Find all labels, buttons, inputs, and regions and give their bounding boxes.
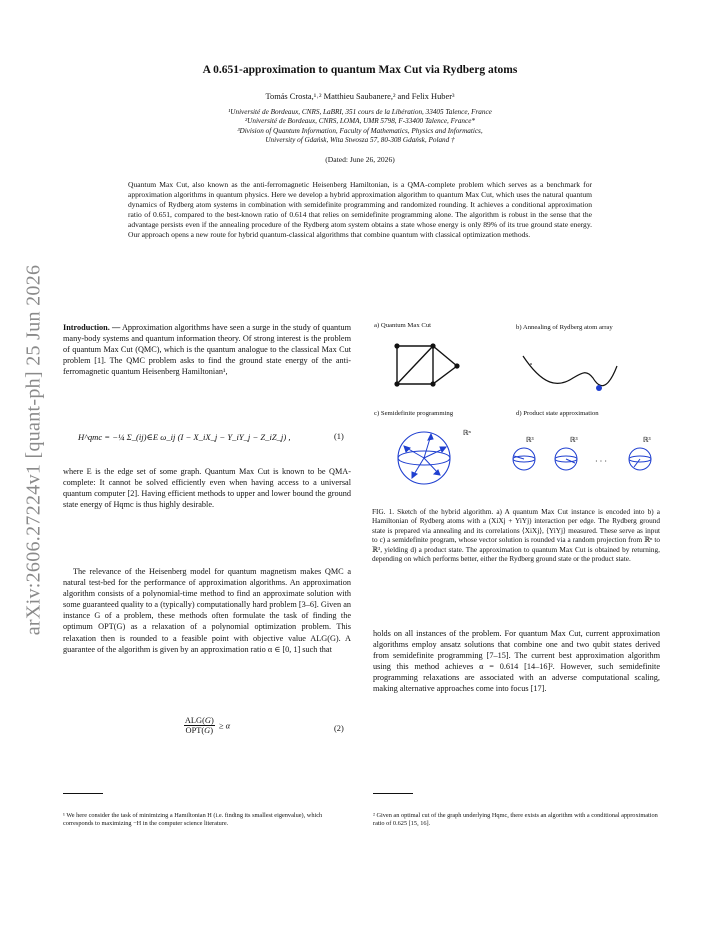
paragraph-heisenberg: The relevance of the Heisenberg model for quantum magnetism makes QMC a natural test-bed for the performance of approximation algorithms. An approximation algorithm consists of a polynomial-time method to find an approximate solution with some guaranteed quality to a (typically) computationally hard problem [3–6]. Given an instance G of a problem, these methods often formulate the task of finding the optimum OPT(G) as a relaxation of a polynomial optimization problem. This relaxation then is rounded to a feasible point with objective value ALG(G). A guarantee of the algorithm is given by an approximation ratio α ∈ [0, 1] such that — [63, 567, 351, 654]
sdp-sphere — [398, 432, 450, 484]
graph-edge — [433, 366, 457, 384]
arrowhead — [404, 446, 410, 452]
paper-title: A 0.651-approximation to quantum Max Cut via Rydberg atoms — [202, 64, 518, 76]
equation-1: H^qmc = −¼ Σ_(ij)∈E ω_ij (I − X_iX_j − Y_iY_j − Z_iZ_j) , — [78, 432, 291, 442]
graph-edge — [433, 346, 457, 366]
figure-caption: FIG. 1. Sketch of the hybrid algorithm. a) A quantum Max Cut instance is encoded into b) a Hamiltonian of Rydberg atoms with a (XiXj + YiYj) interaction per edge. The Rydberg ground state is prepared via annealing and its correlations ⟨XiXj⟩, ⟨YiYj⟩ measured. These serve as input to c) a semidefinite program, whose vector solution is rounded via a random projection from ℝⁿ to ℝ³, yielding d) a product state. The approximation to quantum Max Cut is obtained by returning, depending on which performs better, either the Rydberg ground state or the product state. — [372, 508, 660, 564]
dated-line: (Dated: June 26, 2026) — [325, 155, 395, 164]
graph-node — [430, 381, 435, 386]
abstract: Quantum Max Cut, also known as the anti-ferromagnetic Heisenberg Hamiltonian, is a QMA-complete problem which serves as a benchmark for approximation algorithms in quantum physics. Here we develop a hybrid approximation algorithm to quantum Max Cut, which uses the natural quantum dynamics of Rydberg atom systems in combination with semidefinite programming and randomized rounding. It achieves a conditional approximation ratio of 0.651, compared to the best-known ratio of 0.614 that relies on semidefinite programming alone. The algorithm is robust in the sense that the advantage persists even if the annealing procedure of the Rydberg atom system obtains a state whose energy is only 89% of its true ground state energy. Our approach opens a new route for hybrid quantum-classical algorithms that combine quantum with classical optimization methods. — [128, 180, 592, 240]
footnote-1: ¹ We here consider the task of minimizing a Hamiltonian H (i.e. finding its smallest eigenvalue), which corresponds to maximizing −H in the computer science literature. — [63, 812, 323, 828]
affiliation-3b: University of Gdańsk, Wita Stwosza 57, 80-308 Gdańsk, Poland † — [265, 135, 455, 144]
affiliation-2: ²Université de Bordeaux, CNRS, LOMA, UMR 5798, F-33400 Talence, France* — [245, 117, 475, 126]
footnote-rule-right — [373, 793, 413, 794]
arrowhead — [412, 472, 417, 478]
paragraph-qmc-current: holds on all instances of the problem. For quantum Max Cut, current approximation algorithms employ ansatz solutions that combine one and two qubit states derived from semidefinite programming [7–15]. The current best approximation algorithm using this method achieves α = 0.614 [14–16]². However, such semidefinite programming relaxations are associated with an adverse computational scaling, making alternative approaches come into focus [17]. — [373, 629, 660, 694]
panel-b-label: b) Annealing of Rydberg atom array — [516, 324, 613, 331]
r3-label: ℝ³ — [570, 436, 578, 444]
graph-node — [394, 381, 399, 386]
graph-node — [454, 363, 459, 368]
r3-label: ℝ³ — [643, 436, 651, 444]
r3-label: ℝ³ — [526, 436, 534, 444]
arrowhead — [440, 447, 446, 452]
arxiv-sidebar — [6, 250, 62, 650]
graph-edge — [397, 346, 433, 384]
equation-2: ALG(G) OPT(G) ≥ α — [184, 716, 231, 735]
graph-node — [430, 343, 435, 348]
affiliation-3a: ³Division of Quantum Information, Faculty of Mathematics, Physics and Informatics, — [237, 126, 483, 135]
arrowhead — [434, 470, 440, 475]
footnote-2: ² Given an optimal cut of the graph underlying Hqmc, there exists an algorithm with a conditional approximation ratio of 0.625 [15, 16]. — [373, 812, 658, 828]
energy-landscape-curve — [523, 356, 617, 386]
panel-a-label: a) Quantum Max Cut — [374, 322, 432, 329]
affiliations — [120, 108, 600, 145]
panel-c-label: c) Semidefinite programming — [374, 410, 454, 417]
intro-text: Approximation algorithms have seen a surge in the study of quantum many-body systems and quantum information theory. Of strong interest is the problem of quantum Max Cut (QMC), which is the quantum analogue to the classical Max Cut problem [1]. The QMC problem asks to find the ground state energy of the anti-ferromagnetic quantum Heisenberg Hamiltonian¹, — [63, 323, 352, 377]
intro-heading: Introduction. — — [63, 323, 121, 332]
ellipsis: · · · — [595, 457, 607, 466]
initial-state-dot — [530, 363, 532, 365]
footnote-rule-left — [63, 793, 103, 794]
figure-1 — [373, 322, 663, 500]
panel-d-label: d) Product state approximation — [516, 410, 599, 417]
intro-paragraph — [63, 322, 351, 377]
equation-2-number: (2) — [334, 724, 344, 733]
rn-label: ℝⁿ — [463, 429, 471, 437]
qmc-graph — [397, 346, 457, 384]
arxiv-identifier: arXiv:2606.27224v1 [quant-ph] 25 Jun 2026 — [22, 264, 45, 636]
arrowhead — [428, 434, 433, 440]
bloch-vector — [634, 459, 640, 467]
author-list: Tomás Crosta,¹˒² Matthieu Saubanere,² and Felix Huber³ — [265, 92, 455, 101]
product-state-spheres — [513, 448, 651, 470]
affiliation-1: ¹Université de Bordeaux, CNRS, LaBRI, 351 cours de la Libération, 33405 Talence, France — [228, 108, 492, 116]
graph-node — [394, 343, 399, 348]
equation-1-number: (1) — [334, 432, 344, 441]
ground-state-dot — [596, 385, 602, 391]
paragraph-qma: where E is the edge set of some graph. Quantum Max Cut is known to be QMA-complete: It cannot be solved efficiently even when having access to a universal quantum computer [2]. Having efficient methods to upper and lower bound the ground state energy of Hqmc is thus highly desirable. — [63, 467, 351, 510]
